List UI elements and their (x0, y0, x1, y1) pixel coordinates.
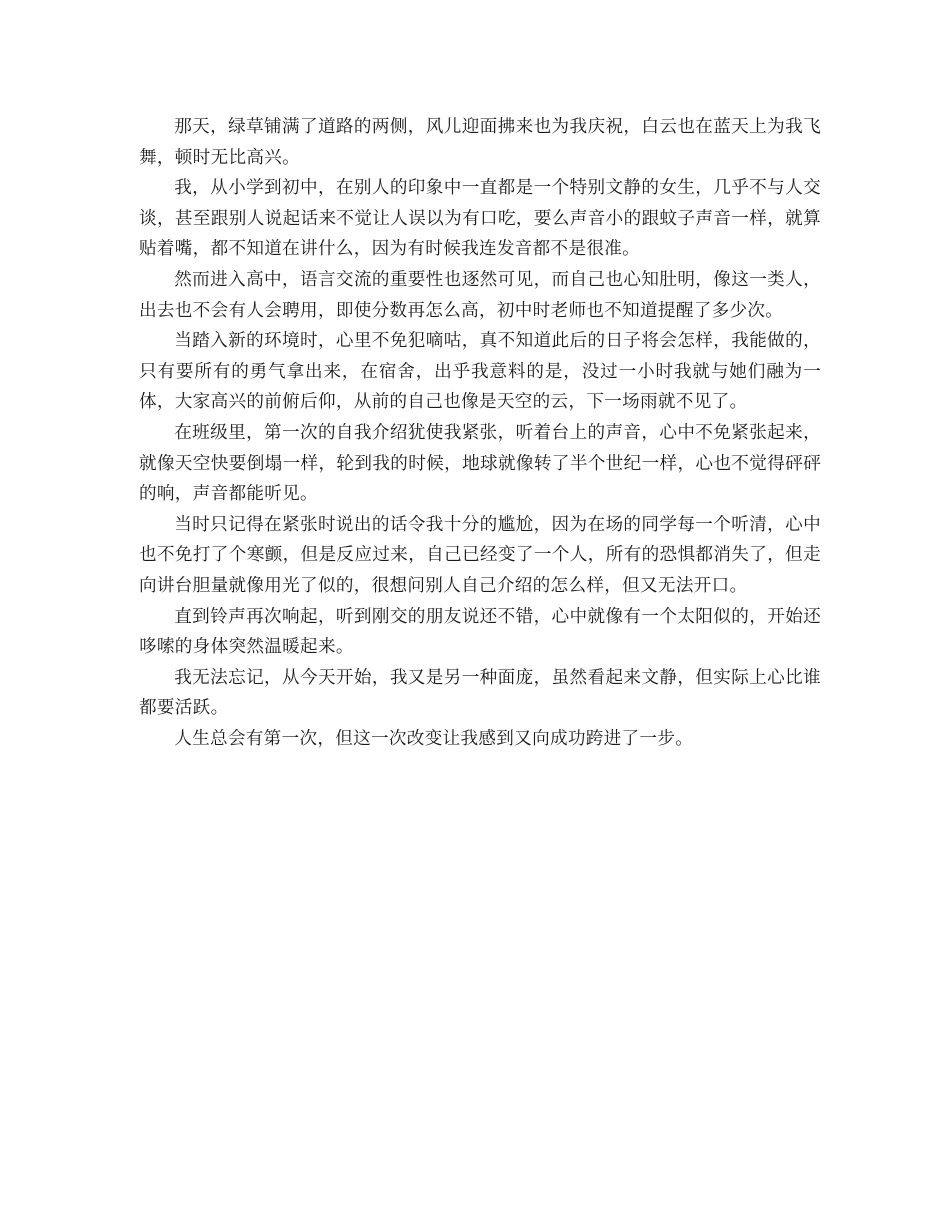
paragraph: 然而进入高中，语言交流的重要性也逐然可见，而自己也心知肚明，像这一类人，出去也不会有人会聘用，即使分数再怎么高，初中时老师也不知道提醒了多少次。 (139, 269, 821, 321)
paragraph: 我，从小学到初中，在别人的印象中一直都是一个特别文静的女生，几乎不与人交谈，甚至跟别人说起话来不觉让人误以为有口吃，要么声音小的跟蚊子声音一样，就算贴着嘴，都不知道在讲什么，因为有时候我连发音都不是很准。 (139, 178, 821, 260)
document-body (139, 112, 821, 754)
paragraph: 当时只记得在紧张时说出的话令我十分的尴尬，因为在场的同学每一个听清，心中也不免打了个寒颤，但是反应过来，自己已经变了一个人，所有的恐惧都消失了，但走向讲台胆量就像用光了似的，很想问别人自己介绍的怎么样，但又无法开口。 (139, 514, 821, 596)
paragraph: 那天，绿草铺满了道路的两侧，风儿迎面拂来也为我庆祝，白云也在蓝天上为我飞舞，顿时无比高兴。 (139, 117, 821, 168)
paragraph: 直到铃声再次响起，听到刚交的朋友说还不错，心中就像有一个太阳似的，开始还哆嗦的身体突然温暖起来。 (139, 606, 821, 658)
paragraph: 我无法忘记，从今天开始，我又是另一种面庞，虽然看起来文静，但实际上心比谁都要活跃。 (139, 667, 821, 719)
paragraph: 人生总会有第一次，但这一次改变让我感到又向成功跨进了一步。 (174, 728, 694, 749)
paragraph: 在班级里，第一次的自我介绍犹使我紧张，听着台上的声音，心中不免紧张起来，就像天空快要倒塌一样，轮到我的时候，地球就像转了半个世纪一样，心也不觉得砰砰的响，声音都能听见。 (139, 422, 821, 505)
paragraph: 当踏入新的环境时，心里不免犯嘀咕，真不知道此后的日子将会怎样，我能做的，只有要所有的勇气拿出来，在宿舍，出乎我意料的是，没过一小时我就与她们融为一体，大家高兴的前俯后仰，从前的自己也像是天空的云，下一场雨就不见了。 (139, 331, 821, 413)
